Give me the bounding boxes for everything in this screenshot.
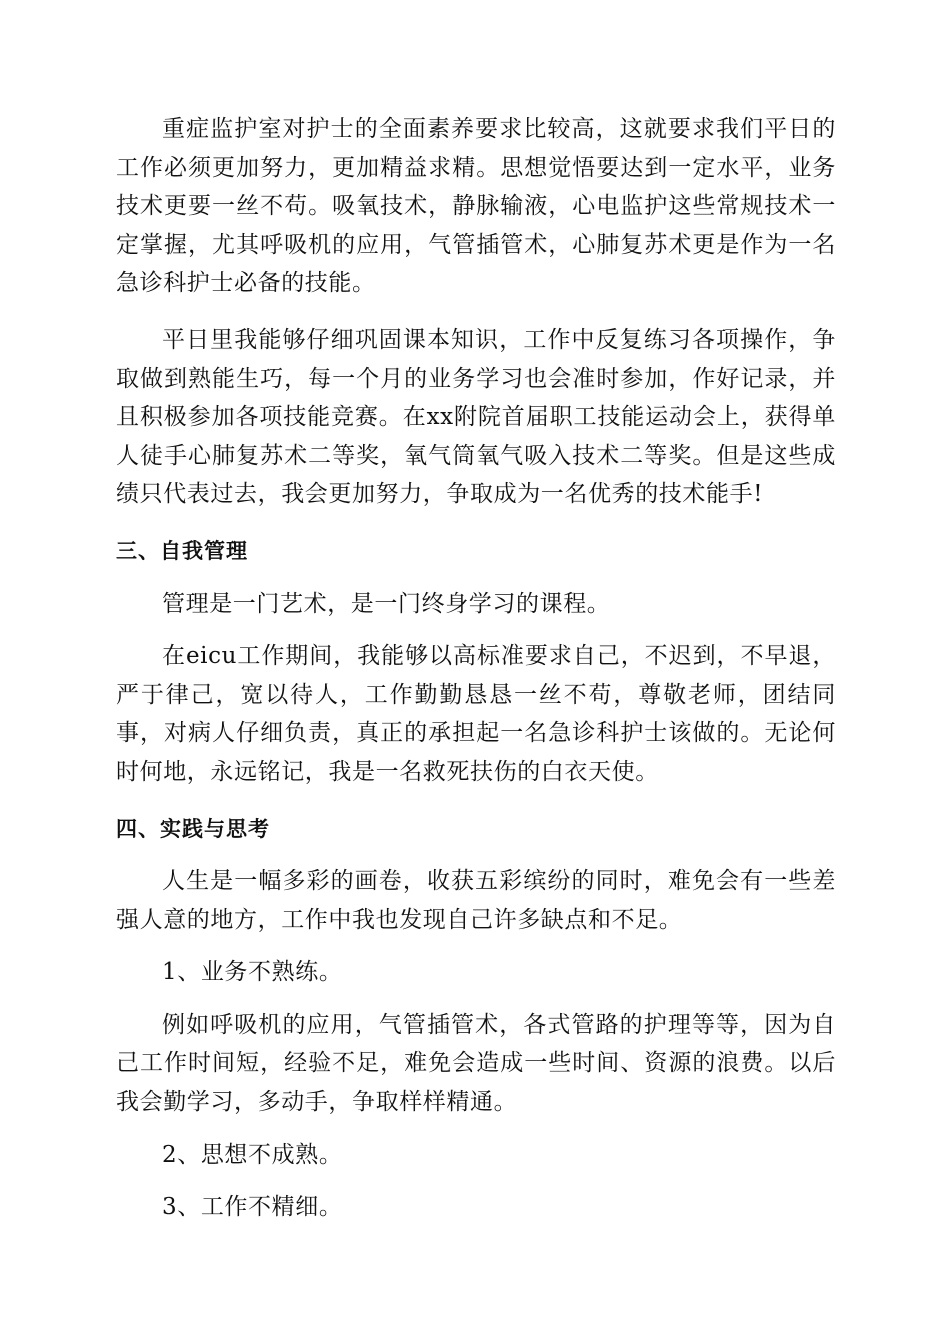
paragraph-life-picture: 人生是一幅多彩的画卷，收获五彩缤纷的同时，难免会有一些差强人意的地方，工作中我也发现自己许多缺点和不足。 bbox=[116, 868, 836, 933]
heading-practice-reflection: 四、实践与思考 bbox=[116, 816, 270, 841]
paragraph-unskilled-detail: 例如呼吸机的应用，气管插管术，各式管路的护理等等，因为自己工作时间短，经验不足，难免会造成一些时间、资源的浪费。以后我会勤学习，多动手，争取样样精通。 bbox=[116, 1011, 836, 1116]
paragraph-icu-requirements: 重症监护室对护士的全面素养要求比较高，这就要求我们平日的工作必须更加努力，更加精益求精。思想觉悟要达到一定水平，业务技术更要一丝不苟。吸氧技术，静脉输液，心电监护这些常规技术一定掌握，尤其呼吸机的应用，气管插管术，心肺复苏术更是作为一名急诊科护士必备的技能。 bbox=[116, 116, 836, 297]
paragraph-management-art: 管理是一门艺术，是一门终身学习的课程。 bbox=[162, 590, 611, 617]
paragraph-skill-practice: 平日里我能够仔细巩固课本知识，工作中反复练习各项操作，争取做到熟能生巧，每一个月的业务学习也会准时参加，作好记录，并且积极参加各项技能竞赛。在xx附院首届职工技能运动会上，获得单人徒手心肺复苏术二等奖，氧气筒氧气吸入技术二等奖。但是这些成绩只代表过去，我会更加努力，争取成为一名优秀的技术能手! bbox=[116, 326, 836, 508]
document-body bbox=[116, 110, 836, 1227]
list-item-immature: 2、思想不成熟。 bbox=[162, 1141, 343, 1168]
heading-self-management: 三、自我管理 bbox=[116, 538, 248, 563]
paragraph-eicu-conduct: 在eicu工作期间，我能够以高标准要求自己，不迟到，不早退，严于律己，宽以待人，工作勤勤恳恳一丝不苟，尊敬老师，团结同事，对病人仔细负责，真正的承担起一名急诊科护士该做的。无论何时何地，永远铭记，我是一名救死扶伤的白衣天使。 bbox=[116, 643, 836, 785]
list-item-unskilled: 1、业务不熟练。 bbox=[162, 959, 343, 986]
list-item-not-meticulous: 3、工作不精细。 bbox=[162, 1194, 343, 1221]
